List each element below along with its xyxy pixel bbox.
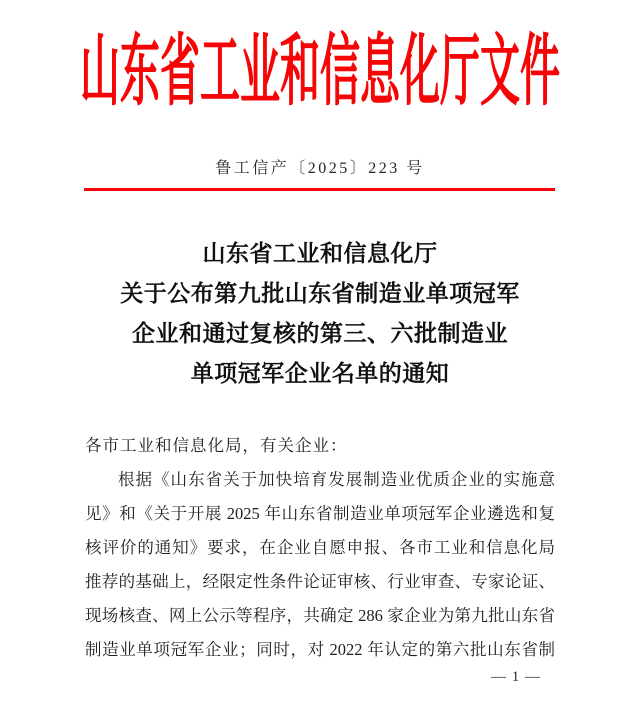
page-number: — 1 — bbox=[491, 669, 541, 685]
body-text-line: 推荐的基础上，经限定性条件论证审核、行业审查、专家论证、 bbox=[85, 572, 555, 591]
notice-title-line: 单项冠军企业名单的通知 bbox=[190, 361, 450, 386]
body-text-line: 见》和《关于开展 2025 年山东省制造业单项冠军企业遴选和复 bbox=[85, 504, 555, 523]
body-text-line: 现场核查、网上公示等程序，共确定 286 家企业为第九批山东省 bbox=[85, 606, 555, 625]
header-divider-line bbox=[84, 188, 555, 191]
doc-reference-number: 鲁工信产〔2025〕223 号 bbox=[215, 160, 425, 177]
body-text-line: 核评价的通知》要求，在企业自愿申报、各市工业和信息化局 bbox=[85, 538, 555, 557]
salutation-line: 各市工业和信息化局，有关企业： bbox=[85, 436, 348, 455]
notice-title-line: 关于公布第九批山东省制造业单项冠军 bbox=[120, 281, 520, 306]
notice-title-line: 企业和通过复核的第三、六批制造业 bbox=[132, 321, 508, 346]
document-body bbox=[85, 429, 555, 667]
body-text-line: 根据《山东省关于加快培育发展制造业优质企业的实施意 bbox=[118, 470, 555, 489]
body-text-line: 制造业单项冠军企业；同时，对 2022 年认定的第六批山东省制 bbox=[85, 640, 555, 659]
notice-title-line: 山东省工业和信息化厅 bbox=[202, 241, 438, 266]
letterhead-banner bbox=[0, 14, 640, 116]
letterhead-title: 山东省工业和信息化厅文件 bbox=[80, 26, 560, 115]
notice-title bbox=[0, 234, 640, 394]
